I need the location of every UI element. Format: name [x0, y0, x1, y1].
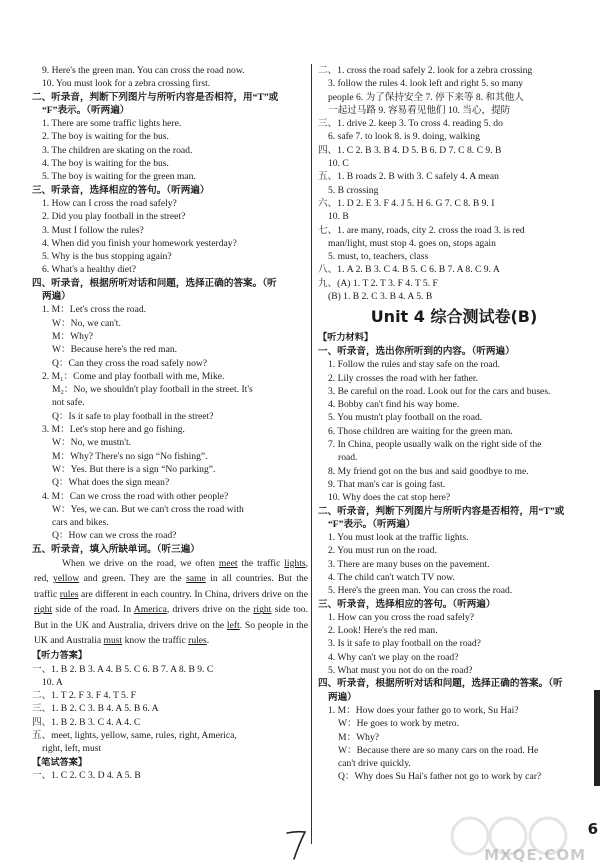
text-line: 3. M：Let's stop here and go fishing.: [42, 424, 185, 436]
answer-line: 10. A: [42, 676, 63, 688]
answer-line: 七、1. are many, roads, city 2. cross the road 3. is red: [318, 224, 525, 236]
text-line: 4. The child can't watch TV now.: [328, 571, 455, 583]
text-line: 3. The children are skating on the road.: [42, 144, 193, 156]
answer-line: 【听力答案】: [32, 649, 88, 661]
answer-line: 二、1. T 2. F 3. F 4. T 5. F: [32, 690, 136, 702]
watermark-text: MXQE.COM: [484, 846, 586, 864]
text-line: 四、听录音，根据所听对话和问题，选择正确的答案。（听: [32, 277, 277, 289]
text-line: 4. M：Can we cross the road with other people?: [42, 490, 229, 502]
text-line: W：No, we mustn't.: [52, 437, 132, 449]
text-line: 1. You must look at the traffic lights.: [328, 532, 469, 544]
text-line: 两遍）: [42, 291, 71, 303]
answer-line: 九、(A) 1. T 2. T 3. F 4. T 5. F: [318, 277, 438, 289]
text-line: 9. Here's the green man. You can cross the road now.: [42, 65, 245, 76]
answer-line: 一起过马路 9. 容易看见他们 10. 当心，提防: [328, 104, 511, 116]
text-line: 1. There are some traffic lights here.: [42, 118, 182, 130]
text-line: 二、听录音，判断下列图片与所听内容是否相符，用“T”或: [32, 91, 279, 103]
text-line: 2. You must run on the road.: [328, 545, 437, 557]
text-line: 2. The boy is waiting for the bus.: [42, 131, 169, 143]
text-line: Q：What does the sign mean?: [52, 477, 170, 489]
text-line: 3. Is it safe to play football on the road?: [328, 638, 481, 650]
text-line: “F”表示。（听两遍）: [42, 104, 130, 116]
fill-in-passage: [32, 556, 308, 649]
answer-line: 六、1. D 2. E 3. F 4. J 5. H 6. G 7. C 8. B 9. I: [318, 197, 495, 209]
answer-line: man/light, must stop 4. goes on, stops again: [328, 237, 496, 249]
text-line: 5. You mustn't play football on the road.: [328, 412, 483, 424]
answer-line: 10. C: [328, 158, 349, 170]
answer-section: [32, 649, 308, 783]
text-line: W：Because here's the red man.: [52, 344, 178, 356]
text-line: Q：Is it safe to play football in the street?: [52, 410, 214, 422]
text-line: 四、听录音，根据所听对话和问题，选择正确的答案。（听: [318, 678, 563, 690]
answer-line: 五、1. B roads 2. B with 3. C safely 4. A mean: [318, 171, 499, 183]
text-line: M：Why?: [52, 330, 94, 342]
answer-line: 3. follow the rules 4. look left and right 5. so many: [328, 78, 524, 90]
text-line: 5. Here's the green man. You can cross the road.: [328, 585, 513, 597]
page-edge-bar: [594, 690, 600, 786]
left-lines: [32, 64, 308, 556]
text-line: not safe.: [52, 397, 85, 409]
text-line: W：Because there are so many cars on the road. He: [338, 744, 539, 756]
answer-line: right, left, must: [42, 743, 102, 755]
text-line: 8. My friend got on the bus and said goodbye to me.: [328, 465, 529, 477]
text-line: road.: [338, 452, 358, 464]
answer-line: 三、1. drive 2. keep 3. To cross 4. reading 5. do: [318, 118, 503, 130]
answer-line: 【笔试答案】: [32, 756, 88, 768]
right-column: [318, 64, 590, 784]
text-line: W：He goes to work by metro.: [338, 718, 459, 730]
text-line: M₂：No, we shouldn't play football in the street. It's: [52, 384, 253, 396]
answer-line: 二、1. cross the road safely 2. look for a zebra crossing: [318, 65, 533, 76]
answer-line: 四、1. B 2. B 3. C 4. A 4. C: [32, 716, 141, 728]
answer-line: 一、1. B 2. B 3. A 4. B 5. C 6. B 7. A 8. B 9. C: [32, 663, 214, 675]
text-line: W：Yes, we can. But we can't cross the road with: [52, 503, 244, 515]
text-line: 4. Why can't we play on the road?: [328, 651, 459, 663]
text-line: 2. Did you play football in the street?: [42, 211, 186, 223]
listening-material: [318, 331, 590, 783]
text-line: 5. The boy is waiting for the green man.: [42, 171, 196, 183]
text-line: W：Yes. But there is a sign “No parking”.: [52, 463, 216, 475]
text-line: 5. Why is the bus stopping again?: [42, 251, 172, 263]
text-line: 3. There are many buses on the pavement.: [328, 558, 490, 570]
text-line: Q：Why does Su Hai's father not go to work by car?: [338, 771, 542, 783]
text-line: 2. Look! Here's the red man.: [328, 625, 438, 637]
text-line: 三、听录音，选择相应的答句。（听两遍）: [32, 184, 210, 196]
answer-line: (B) 1. B 2. C 3. B 4. A 5. B: [328, 291, 433, 303]
text-line: 1. M：Let's cross the road.: [42, 304, 147, 316]
column-divider: [311, 64, 312, 844]
written-answers: [318, 64, 590, 303]
answer-line: 5. must, to, teachers, class: [328, 251, 429, 263]
passage-text: When we drive on the road, we often meet the traffic lights, red, yellow and green. They are the same in all countries. But the traffic rules are different in each country. In China, drivers drive on the right side of the road. In America, drivers drive on the right side too. But in the UK and Australia, drivers drive on the left. So people in the UK and Australia must know the traffic rules.: [34, 557, 308, 647]
text-line: 3. Be careful on the road. Look out for the cars and buses.: [328, 385, 551, 397]
text-line: 10. Why does the cat stop here?: [328, 492, 451, 504]
left-column: [32, 64, 308, 783]
text-line: can't drive quickly.: [338, 758, 411, 770]
text-line: 9. That man's car is going fast.: [328, 478, 446, 490]
text-line: 4. The boy is waiting for the bus.: [42, 158, 169, 170]
handwritten-seven: [284, 828, 308, 862]
text-line: 10. You must look for a zebra crossing first.: [42, 78, 211, 90]
unit-title: Unit 4 综合测试卷(B): [370, 307, 538, 327]
text-line: M：Why?: [338, 731, 380, 743]
text-line: W：No, we can't.: [52, 317, 121, 329]
answer-line: 五、meet, lights, yellow, same, rules, right, America,: [32, 730, 237, 742]
text-line: Q：How can we cross the road?: [52, 530, 177, 542]
answer-line: 10. B: [328, 211, 349, 223]
text-line: 4. When did you finish your homework yesterday?: [42, 237, 237, 249]
text-line: 1. How can you cross the road safely?: [328, 611, 474, 623]
text-line: 二、听录音，判断下列图片与所听内容是否相符，用“T”或: [318, 505, 565, 517]
text-line: 1. Follow the rules and stay safe on the road.: [328, 359, 500, 371]
text-line: 一、听录音，选出你所听到的内容。（听两遍）: [318, 345, 515, 357]
answer-line: 一、1. C 2. C 3. D 4. A 5. B: [32, 770, 141, 782]
text-line: 6. Those children are waiting for the green man.: [328, 425, 513, 437]
text-line: “F”表示。（听两遍）: [328, 518, 416, 530]
text-line: 【听力材料】: [318, 332, 374, 344]
text-line: 2. M₁：Come and play football with me, Mike.: [42, 370, 225, 382]
text-line: 三、听录音，选择相应的答句。（听两遍）: [318, 598, 496, 610]
text-line: 1. M：How does your father go to work, Su Hai?: [328, 704, 519, 716]
answer-line: 5. B crossing: [328, 184, 379, 196]
text-line: 5. What must you not do on the road?: [328, 665, 473, 677]
text-line: 五、听录音，填入所缺单词。（听三遍）: [32, 543, 200, 555]
text-line: 7. In China, people usually walk on the right side of the: [328, 439, 542, 451]
text-line: Q：Can they cross the road safely now?: [52, 357, 208, 369]
text-line: M：Why? There's no sign “No fishing”.: [52, 450, 208, 462]
answer-line: 6. safe 7. to look 8. is 9. doing, walking: [328, 131, 480, 143]
text-line: cars and bikes.: [52, 517, 109, 529]
text-line: 1. How can I cross the road safely?: [42, 197, 177, 209]
text-line: 两遍）: [328, 691, 357, 703]
answer-line: 四、1. C 2. B 3. B 4. D 5. B 6. D 7. C 8. C 9. B: [318, 144, 502, 156]
page-number: 6: [587, 820, 598, 838]
text-line: 4. Bobby can't find his way home.: [328, 399, 460, 411]
text-line: 3. Must I follow the rules?: [42, 224, 144, 236]
text-line: 2. Lily crosses the road with her father.: [328, 372, 478, 384]
answer-line: people 6. 为了保持安全 7. 停下来等 8. 和其他人: [328, 91, 524, 103]
answer-line: 八、1. A 2. B 3. C 4. B 5. C 6. B 7. A 8. C 9. A: [318, 264, 500, 276]
answer-line: 三、1. B 2. C 3. B 4. A 5. B 6. A: [32, 703, 159, 715]
text-line: 6. What's a healthy diet?: [42, 264, 136, 276]
